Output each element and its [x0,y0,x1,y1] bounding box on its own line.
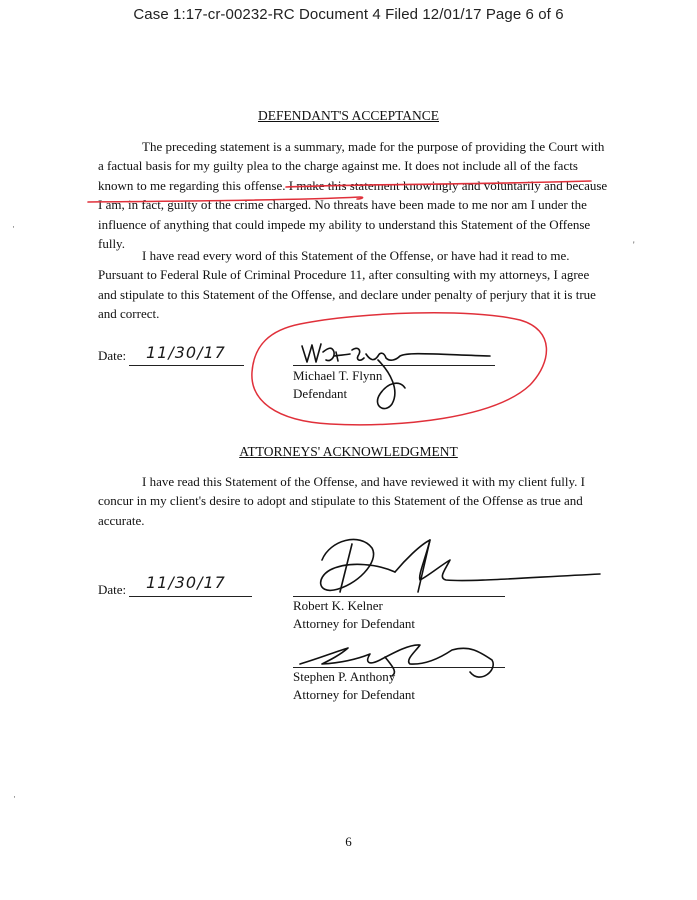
attorney1-signature [321,539,600,592]
defendant-name: Michael T. Flynn [293,368,383,383]
attorney2-name: Stephen P. Anthony [293,669,396,684]
acceptance-paragraph-1: The preceding statement is a summary, made for the purpose of providing the Court with a factual basis for my guilty plea to the charge against me. It does not include all of the facts known to me regarding this offense. I make this statement knowingly and voluntarily and because I am, in fact, guilty of the crime charged. No threats have been made to me nor am I under the influence of anything that could impede my ability to understand this Statement of the Offense fully. [98,139,608,252]
page-number: 6 [345,834,352,849]
defendant-role: Defendant [293,386,348,401]
defendant-signature-line [293,365,495,366]
acknowledgment-heading: ATTORNEYS' ACKNOWLEDGMENT [239,444,458,459]
attorney-date-line [129,596,252,597]
scan-mark: · [12,222,15,232]
defendant-date-label: Date: [98,348,127,363]
attorney2-signature-line [293,667,505,668]
case-header: Case 1:17-cr-00232-RC Document 4 Filed 12/01/17 Page 6 of 6 [133,6,564,23]
attorney1-role: Attorney for Defendant [293,616,416,631]
attorney-date-value: 11/30/17 [146,573,226,592]
scan-mark: ' [633,240,635,250]
acceptance-heading: DEFENDANT'S ACCEPTANCE [258,108,439,123]
scan-mark: · [13,792,16,802]
attorney2-role: Attorney for Defendant [293,687,416,702]
acceptance-paragraph-2: I have read every word of this Statement of the Offense, or have had it read to me. Pursuant to Federal Rule of Criminal Procedure 11, after consulting with my attorneys, I agree and stipulate to this Statement of the Offense, and declare under penalty of perjury that it is true and correct. [98,248,596,322]
attorney-date-label: Date: [98,582,127,597]
acknowledgment-paragraph: I have read this Statement of the Offense, and have reviewed it with my client fully. I concur in my client's desire to adopt and stipulate to this Statement of the Offense as true and accurate. [98,474,585,528]
defendant-date-line [129,365,244,366]
defendant-date-value: 11/30/17 [146,343,226,362]
attorney1-name: Robert K. Kelner [293,598,383,613]
attorney1-signature-line [293,596,505,597]
